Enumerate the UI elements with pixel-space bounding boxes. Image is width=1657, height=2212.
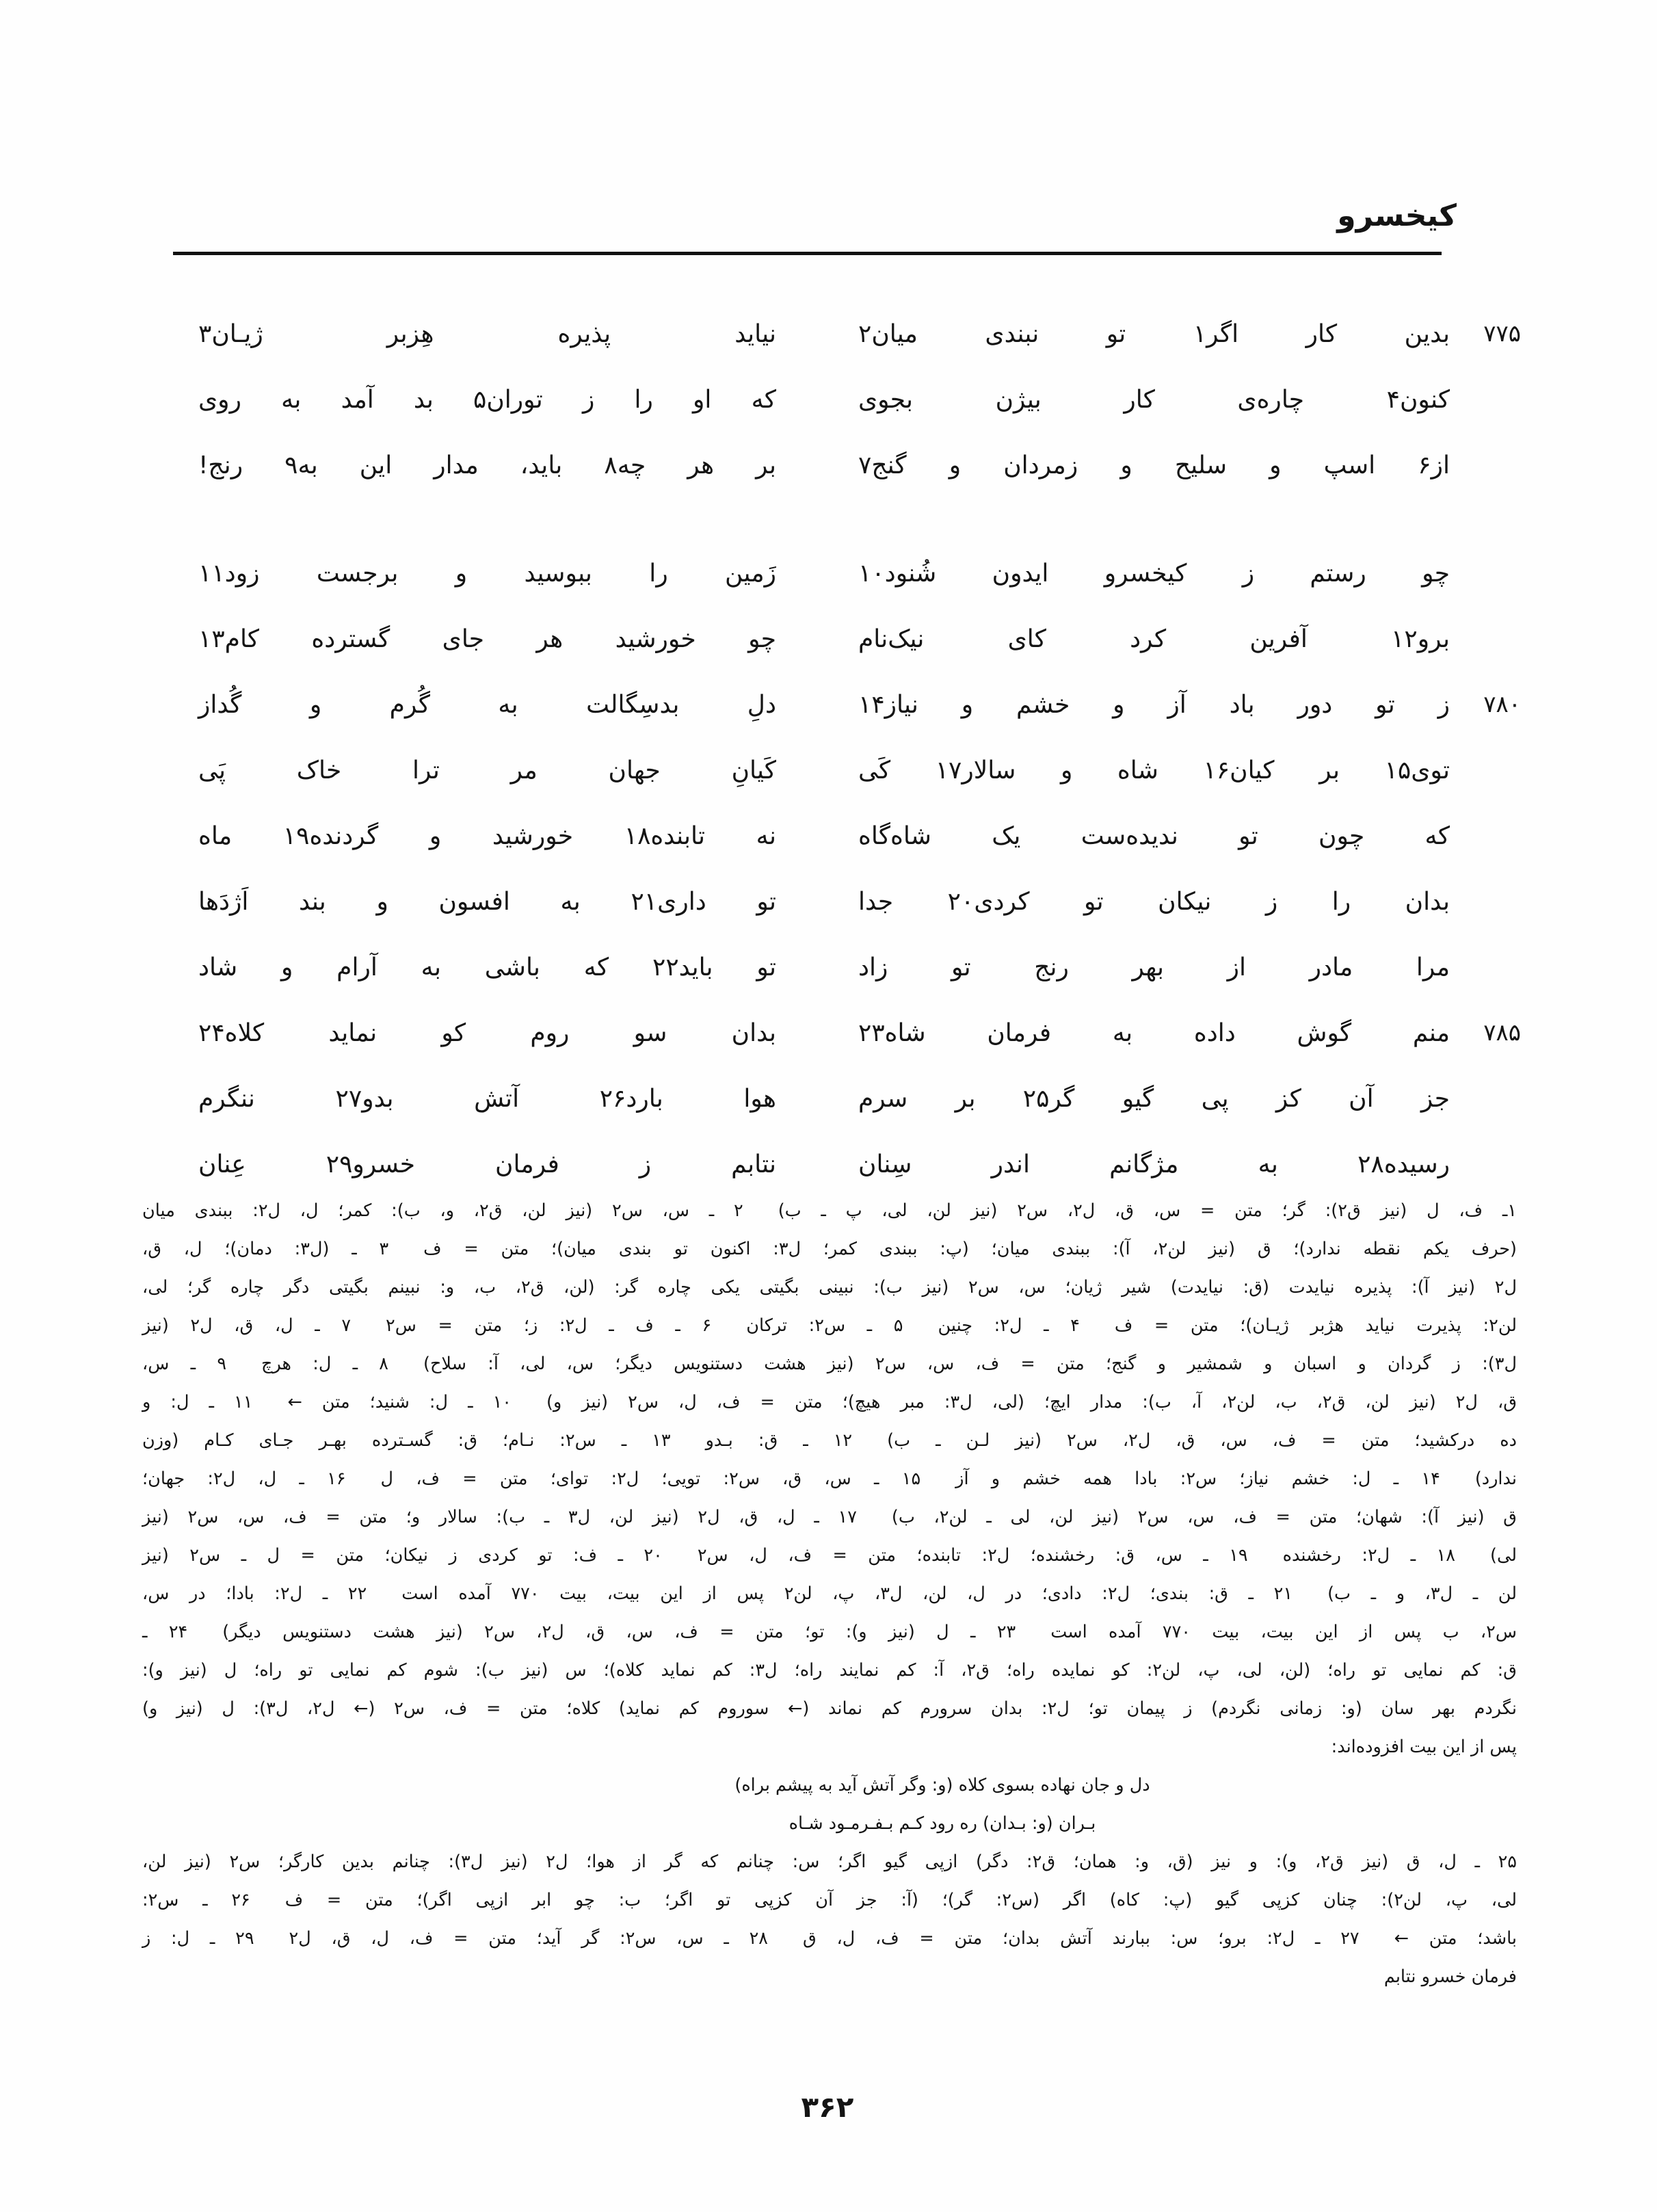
hemistich-right: از۶ اسپ و سلیح و زمردان و گنج۷: [858, 451, 1450, 479]
hemistich-right: ز تو دور باد آز و خشم و نیاز۱۴: [858, 690, 1450, 719]
page-number-label: ۳۶۲: [801, 2090, 854, 2124]
apparatus-line: فرمان خسرو نتابم: [1383, 1966, 1517, 1987]
apparatus: [142, 1191, 1517, 1996]
hemistich-left: بر هر چه۸ باید، مدار این به۹ رنج!: [198, 451, 777, 479]
hemistich-left: تو باید۲۲ که باشی به آرام و شاد: [198, 953, 777, 982]
hemistich-left: نه تابنده۱۸ خورشید و گردنده۱۹ ماه: [198, 821, 776, 850]
verse-row: [164, 869, 1525, 934]
apparatus-line: لی، پ، لن۲): چنان کزپی گیو (پ: کاه) اگر (س۲: گر)؛ (آ: جز آن کزپی تو اگر؛ ب: چو ابر ازپی اگر)؛ متن = ف ۲۶ ـ س۲:: [142, 1890, 1517, 1910]
hemistich-left: نتابم ز فرمان خسرو۲۹ عِنان: [198, 1150, 776, 1179]
verse-row: [164, 432, 1525, 498]
hemistich-right: برو۱۲ آفرین کرد کای نیک‌نام: [858, 624, 1450, 653]
hemistich-left: کَیانِ جهان مر ترا خاک پَی: [198, 756, 776, 785]
verse-row: [164, 1066, 1525, 1131]
apparatus-line: بـران (و: بـدان) ره رود کـم بـفـرمـود شـاه: [788, 1813, 1096, 1834]
apparatus-line: ل۲ (نیز آ): پذیره نیایدت (ق: نیایدت) شیر ژیان؛ س، س۲ (نیز ب): نبینی بگیتی یکی چاره گر: (لن، ق۲، ب، و: نبینم بگیتی دگر چاره گر؛ لی،: [142, 1277, 1517, 1298]
apparatus-line: لن۲: پذیرت نیاید هژبر ژیـان)؛ متن = ف ۴ ـ ل۲: چنین ۵ ـ س۲: ترکان ۶ ـ ف ـ ل۲: ز؛ متن = س۲ ۷ ـ ل، ق، ل۲ (نیز: [142, 1315, 1517, 1336]
apparatus-line: ق، ل۲ (نیز لن، ق۲، ب، لن۲، آ، ب): مدار ایچ؛ (لی، ل۳: مبر هیچ)؛ متن = ف، ل، س۲ (نیز و) ۱۰ ـ ل: شنید؛ متن ← ۱۱ ـ ل: و: [142, 1392, 1517, 1412]
verse-row: [164, 672, 1525, 737]
apparatus-line: نگردم بهر سان (و: زمانی نگردم) ز پیمان تو؛ ل۲: بدان سرورم کم نماند (← سوروم کم نماید) کلاه؛ متن = ف، س۲ (← ل۲، ل۳): ل (نیز و): [142, 1698, 1517, 1719]
verse-row: [164, 1131, 1525, 1197]
verse-row: [164, 367, 1525, 432]
header-rule: [173, 252, 1442, 255]
hemistich-right: کنون۴ چاره‌ی کار بیژن بجوی: [858, 385, 1450, 414]
verse-number: ۷۷۵: [1483, 320, 1521, 347]
verse-number: ۷۸۰: [1483, 691, 1521, 718]
verse-row: [164, 737, 1525, 803]
apparatus-line: ده درکشید؛ متن = ف، س، ق، ل۲، س۲ (نیز لـن ـ ب) ۱۲ ـ ق: بـدو ۱۳ ـ س۲: نـام؛ ق: گسـترده بهـر جـای کـام (وزن: [142, 1430, 1517, 1451]
apparatus-line: ۲۵ ـ ل، ق (نیز ق۲، و): و نیز (ق، و: همان؛ ق۲: دگر) ازپی گیو اگر؛ س: چنانم که گر از هوا؛ ل۲ (نیز ل۳): چنانم بدین کارگر؛ س۲ (نیز لن،: [142, 1852, 1517, 1872]
hemistich-right: منم گوش داده به فرمان شاه۲۳: [858, 1018, 1450, 1047]
apparatus-line: لی) ۱۸ ـ ل۲: رخشنده ۱۹ ـ س، ق: رخشنده؛ ل۲: تابنده؛ متن = ف، ل، س۲ ۲۰ ـ ف: تو کردی ز نیکان؛ متن = ل ـ س۲ (نیز: [142, 1545, 1517, 1566]
apparatus-line: ق (نیز آ): شهان؛ متن = ف، س، س۲ (نیز لن، لی ـ لن۲، ب) ۱۷ ـ ل، ق، ل۲ (نیز لن، ل۳ ـ ب): سالار و؛ متن = ف، س، س۲ (نیز: [142, 1507, 1517, 1527]
apparatus-line: ندارد) ۱۴ ـ ل: خشم نیاز؛ س۲: بادا همه خشم و آز ۱۵ ـ س، ق، س۲: تویی؛ ل۲: توای؛ متن = ف، ل ۱۶ ـ ل، ل۲: جهان؛: [142, 1469, 1517, 1489]
hemistich-right: مرا مادر از بهر رنج تو زاد: [858, 953, 1450, 982]
hemistich-left: تو داری۲۱ به افسون و بند اَژدَها: [198, 887, 777, 916]
hemistich-right: رسیده۲۸ به مژگانم اندر سِنان: [858, 1150, 1450, 1179]
page-header-title: کیخسرو: [1337, 198, 1457, 233]
apparatus-line: ۱ـ ف، ل (نیز ق۲): گر؛ متن = س، ق، ل۲، س۲ (نیز لن، لی، پ ـ ب) ۲ ـ س، س۲ (نیز لن، ق۲، و، ب): کمر؛ ل، ل۲: ببندی میان: [142, 1200, 1517, 1221]
verse-block: [164, 301, 1525, 498]
verse-row: [164, 934, 1525, 1000]
hemistich-right: چو رستم ز کیخسرو ایدون شُنود۱۰: [858, 559, 1450, 588]
hemistich-left: هوا بارد۲۶ آتش بدو۲۷ ننگرم: [198, 1084, 776, 1113]
hemistich-right: بدین کار اگر۱ تو نبندی میان۲: [858, 319, 1450, 348]
verse-row: [164, 606, 1525, 672]
hemistich-left: که او را ز توران۵ بد آمد به روی: [198, 385, 777, 414]
hemistich-left: زَمین را ببوسید و برجست زود۱۱: [198, 559, 776, 588]
apparatus-line: لن ـ ل۳، و ـ ب) ۲۱ ـ ق: بندی؛ ل۲: دادی؛ در ل، لن، ل۳، پ، لن۲ پس از این بیت، بیت ۷۷۰ آمده است ۲۲ ـ ل۲: بادا؛ در س،: [142, 1583, 1517, 1604]
apparatus-line: پس از این بیت افزوده‌اند:: [1331, 1737, 1517, 1757]
hemistich-left: نیاید پذیره هِزبر ژیـان۳: [198, 319, 776, 348]
apparatus-line: دل و جان نهاده بسوی کلاه (و: وگر آتش آید به پیشم براه): [734, 1775, 1150, 1795]
verse-block: [164, 540, 1525, 1197]
verse-row: [164, 540, 1525, 606]
hemistich-left: چو خورشید هر جای گسترده کام۱۳: [198, 624, 776, 653]
hemistich-right: جز آن کز پی گیو گر۲۵ بر سرم: [858, 1084, 1450, 1113]
verses-section: [164, 301, 1525, 1239]
verse-row: [164, 803, 1525, 869]
apparatus-line: (حرف یکم نقطه ندارد)؛ ق (نیز لن۲، آ): ببندی میان؛ (پ: ببندی کمر؛ ل۳: اکنون تو بندی میان)؛ متن = ف ۳ ـ (ل۳: دمان)؛ ل، ق،: [142, 1239, 1517, 1259]
verse-row: [164, 301, 1525, 367]
apparatus-line: س۲، ب پس از این بیت، بیت ۷۷۰ آمده است ۲۳ ـ ل (نیز و): تو؛ متن = ف، س، ق، ل۲، س۲ (نیز هشت دستنویس دیگر) ۲۴ ـ: [142, 1622, 1517, 1642]
apparatus-line: باشد؛ متن ← ۲۷ ـ ل۲: برو؛ س: ببارند آتش بدان؛ متن = ف، ل، ق ۲۸ ـ س، س۲: گر آید؛ متن = ف، ل، ق، ل۲ ۲۹ ـ ل: ز: [142, 1928, 1517, 1949]
apparatus-line: ق: کم نمایی تو راه؛ (لن، لی، پ، لن۲: کو نمایده راه؛ ق۲، آ: کم نمایند راه؛ ل۳: کم نماید کلاه)؛ س (نیز ب): شوم کم نمایی تو راه؛ ل (نیز و):: [142, 1660, 1517, 1681]
hemistich-left: دلِ بدسِگالت به گُرم و گُداز: [198, 690, 776, 719]
apparatus-line: ل۳): ز گردان و اسبان و شمشیر و گنج؛ متن = ف، س، س۲ (نیز هشت دستنویس دیگر؛ س، لی، آ: سلاح) ۸ ـ ل: هرچ ۹ ـ س،: [142, 1354, 1517, 1374]
hemistich-right: که چون تو ندیده‌ست یک شاه‌گاه: [858, 821, 1450, 850]
hemistich-right: توی۱۵ بر کیان۱۶ شاه و سالار۱۷ کَی: [858, 756, 1450, 785]
hemistich-left: بدان سو روم کو نماید کلاه۲۴: [198, 1018, 776, 1047]
hemistich-right: بدان را ز نیکان تو کردی۲۰ جدا: [858, 887, 1450, 916]
verse-row: [164, 1000, 1525, 1066]
verse-number: ۷۸۵: [1483, 1019, 1521, 1046]
